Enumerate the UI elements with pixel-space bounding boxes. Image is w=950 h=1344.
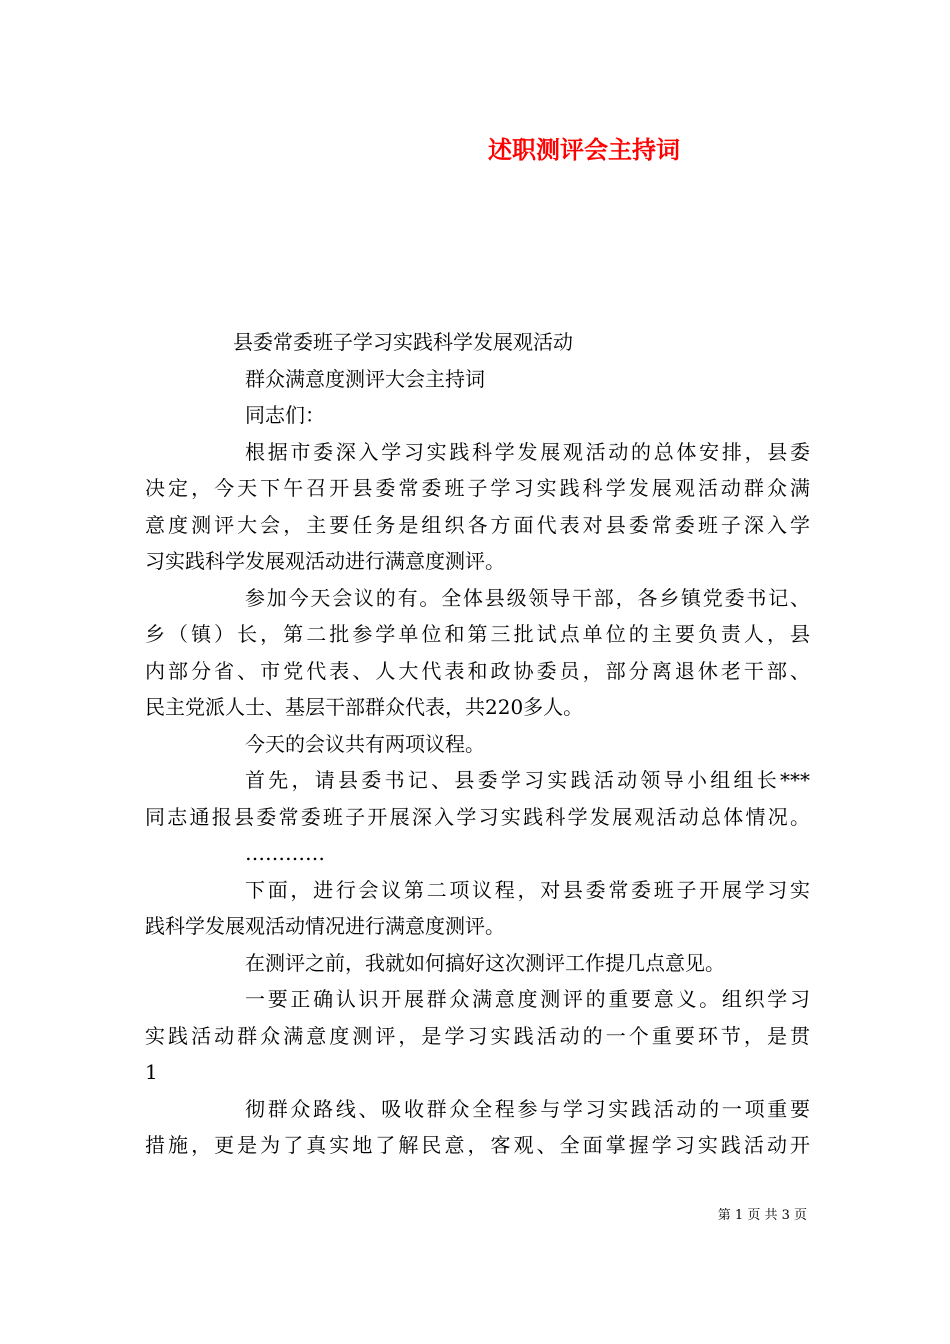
- paragraph-line: 践科学发展观活动情况进行满意度测评。: [145, 914, 505, 938]
- paragraph-line: 习实践科学发展观活动进行满意度测评。: [145, 549, 505, 573]
- subtitle-line-1: 县委常委班子学习实践科学发展观活动: [233, 330, 573, 354]
- paragraph-line: 乡（镇）长，第二批参学单位和第三批试点单位的主要负责人，县: [145, 622, 810, 646]
- salutation: 同志们：: [245, 403, 325, 427]
- paragraph-line: 同志通报县委常委班子开展深入学习实践科学发展观活动总体情况。: [145, 804, 810, 829]
- paragraph-line: 彻群众路线、吸收群众全程参与学习实践活动的一项重要: [245, 1096, 810, 1121]
- paragraph-line: 根据市委深入学习实践科学发展观活动的总体安排，县委: [245, 439, 810, 464]
- paragraph-line: 在测评之前，我就如何搞好这次测评工作提几点意见。: [245, 950, 725, 975]
- paragraph-line: 实践活动群众满意度测评，是学习实践活动的一个重要环节，是贯: [145, 1023, 810, 1048]
- paragraph-line: 内部分省、市党代表、人大代表和政协委员，部分离退休老干部、: [145, 658, 810, 683]
- paragraph-line: 今天的会议共有两项议程。: [245, 731, 485, 756]
- paragraph-line: 参加今天会议的有。全体县级领导干部，各乡镇党委书记、: [245, 585, 810, 610]
- ellipsis-line: …………: [245, 841, 325, 865]
- subtitle-line-2: 群众满意度测评大会主持词: [245, 366, 485, 391]
- paragraph-line: 下面，进行会议第二项议程，对县委常委班子开展学习实: [245, 877, 810, 902]
- paragraph-line: 首先，请县委书记、县委学习实践活动领导小组组长***: [245, 768, 810, 792]
- page-number-inline: 1: [145, 1060, 158, 1084]
- page-footer: 第 1 页 共 3 页: [717, 1208, 807, 1223]
- paragraph-line: 意度测评大会，主要任务是组织各方面代表对县委常委班子深入学: [145, 512, 810, 537]
- document-title: 述职测评会主持词: [488, 135, 680, 164]
- document-body: [145, 324, 810, 1164]
- paragraph-line: 一要正确认识开展群众满意度测评的重要意义。组织学习: [245, 987, 810, 1011]
- paragraph-line: 措施，更是为了真实地了解民意，客观、全面掌握学习实践活动开: [145, 1133, 810, 1157]
- paragraph-line: 民主党派人士、基层干部群众代表，共220多人。: [145, 695, 584, 719]
- paragraph-line: 决定，今天下午召开县委常委班子学习实践科学发展观活动群众满: [145, 476, 810, 500]
